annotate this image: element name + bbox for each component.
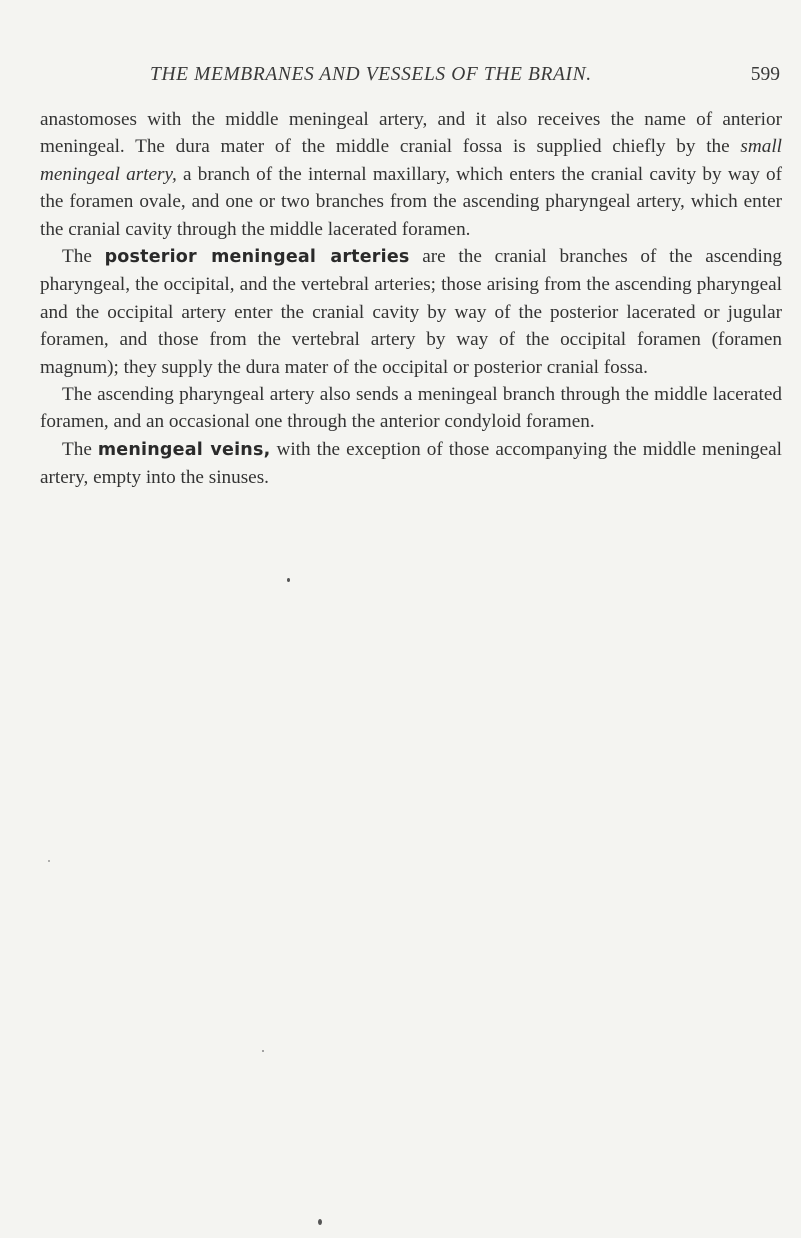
paper-speck bbox=[318, 1219, 322, 1225]
bold-term: posterior meningeal arteries bbox=[104, 247, 410, 268]
paragraph-text: with the exception of those accompanying the middle meningeal artery, empty into the sinuses. bbox=[40, 438, 782, 489]
paragraph-text: The bbox=[62, 438, 98, 460]
paragraph-posterior-meningeal-arteries bbox=[40, 243, 782, 381]
emphasized-term: small meningeal artery, bbox=[40, 136, 782, 185]
paragraph-text: are the cranial branches of the ascending pharyngeal, the occipital, and the vertebral arteries; those arising from the ascending pharyngeal and the occipital artery enter the cranial cavity by way of the posterior lacerated or jugular foramen, and those from the vertebral artery by way of the occipital foramen (foramen magnum); they supply the dura mater of the occipital or posterior cranial fossa. bbox=[40, 246, 783, 378]
paragraph-ascending-pharyngeal bbox=[40, 381, 782, 436]
paragraph-text: The bbox=[62, 246, 105, 268]
running-head bbox=[40, 64, 780, 94]
paragraph-text: The ascending pharyngeal artery also sends a meningeal branch through the middle lacerated foramen, and an occasional one through the anterior condyloid foramen. bbox=[40, 384, 782, 433]
page-number: 599 bbox=[750, 64, 780, 85]
paragraph-text: a branch of the internal maxillary, which enters the cranial cavity by way of the foramen ovale, and one or two branches from the ascending pharyngeal artery, which enter the cranial cavity through the middle lacerated foramen. bbox=[40, 163, 782, 240]
paper-speck bbox=[48, 860, 50, 862]
paragraph-text: anastomoses with the middle meningeal artery, and it also receives the name of anterior meningeal. The dura mater of the middle cranial fossa is supplied chiefly by the bbox=[40, 109, 782, 158]
paragraph-dura-mater-middle-fossa bbox=[40, 106, 782, 243]
paper-speck bbox=[262, 1050, 264, 1052]
paragraph-meningeal-veins bbox=[40, 436, 782, 492]
running-title: THE MEMBRANES AND VESSELS OF THE BRAIN. bbox=[150, 64, 592, 85]
paper-speck bbox=[287, 578, 290, 582]
body-text bbox=[40, 106, 782, 492]
bold-term: meningeal veins, bbox=[97, 439, 271, 460]
